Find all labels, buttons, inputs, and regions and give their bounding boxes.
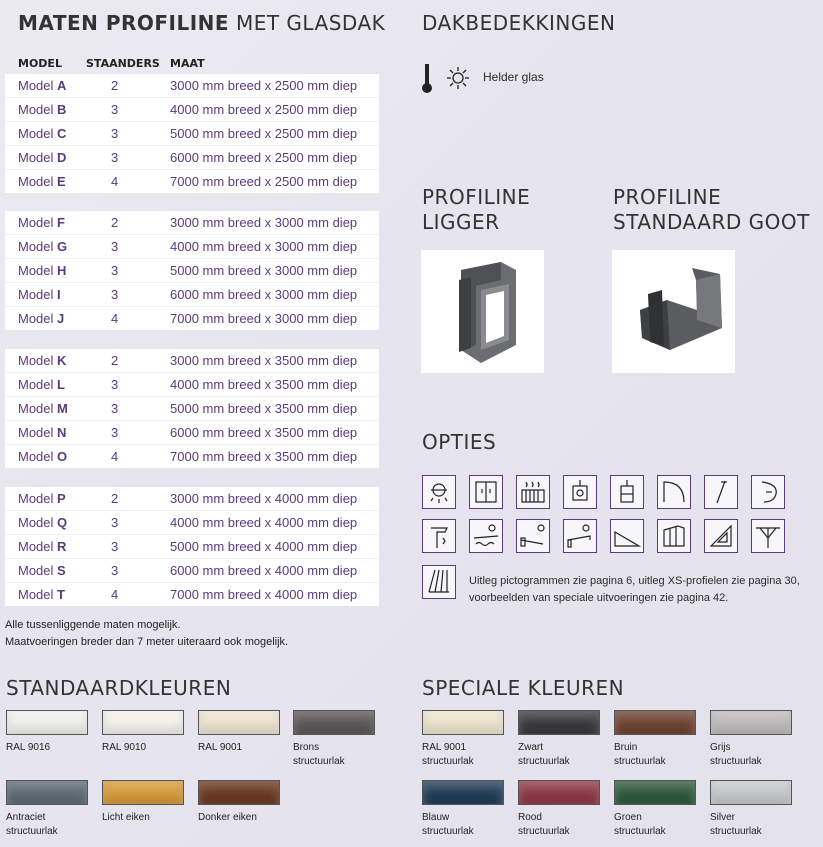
model-letter: L — [57, 377, 65, 392]
model-prefix: Model — [18, 150, 54, 165]
model-letter: K — [57, 353, 67, 368]
color-name: Zwart — [518, 742, 543, 753]
model-cell — [18, 122, 66, 145]
color-name: Bruin — [614, 742, 638, 753]
color-swatch — [422, 710, 504, 735]
table-group — [5, 487, 379, 606]
model-letter: M — [57, 401, 68, 416]
standers-cell: 3 — [111, 126, 119, 141]
maat-cell: 4000 mm breed x 3000 mm diep — [170, 239, 358, 254]
color-label — [293, 741, 345, 769]
model-cell — [18, 583, 65, 606]
model-cell — [18, 170, 66, 193]
table-row — [5, 211, 379, 234]
model-prefix: Model — [18, 449, 54, 464]
ligger-title — [422, 185, 530, 235]
sun-icon — [446, 66, 470, 90]
color-swatch — [6, 710, 88, 735]
standers-cell: 3 — [111, 263, 119, 278]
model-prefix: Model — [18, 287, 54, 302]
col-header-maat: MAAT — [170, 57, 205, 70]
model-prefix: Model — [18, 215, 54, 230]
model-cell — [18, 487, 66, 510]
color-label — [198, 811, 257, 825]
model-letter: J — [57, 311, 65, 326]
awning-water-icon — [469, 519, 503, 553]
model-prefix: Model — [18, 401, 54, 416]
maat-cell: 7000 mm breed x 4000 mm diep — [170, 587, 358, 602]
ligger-title-line1: PROFILINE — [422, 185, 531, 209]
table-row — [5, 234, 379, 258]
maat-cell: 6000 mm breed x 4000 mm diep — [170, 563, 358, 578]
model-letter: G — [57, 239, 68, 254]
side-wall-icon — [657, 519, 691, 553]
color-finish: structuurlak — [614, 826, 666, 837]
color-swatch — [518, 710, 600, 735]
lamp-icon — [422, 475, 456, 509]
model-letter: I — [57, 287, 61, 302]
table-row — [5, 145, 379, 169]
goot-image — [612, 250, 735, 373]
model-cell — [18, 74, 66, 97]
model-letter: R — [57, 539, 67, 554]
maat-cell: 4000 mm breed x 4000 mm diep — [170, 515, 358, 530]
color-label — [422, 741, 474, 769]
model-cell — [18, 421, 66, 444]
standers-cell: 4 — [111, 449, 119, 464]
maat-cell: 3000 mm breed x 3500 mm diep — [170, 353, 358, 368]
model-letter: P — [57, 491, 66, 506]
standers-cell: 3 — [111, 150, 119, 165]
model-cell — [18, 445, 67, 468]
model-prefix: Model — [18, 174, 54, 189]
model-letter: F — [57, 215, 65, 230]
table-row — [5, 306, 379, 330]
model-cell — [18, 146, 66, 169]
model-cell — [18, 98, 66, 121]
sliding-panels-icon — [422, 565, 456, 599]
color-label — [710, 741, 762, 769]
color-name: RAL 9016 — [6, 742, 51, 753]
color-finish: structuurlak — [710, 826, 762, 837]
color-name: Brons — [293, 742, 320, 753]
standers-cell: 3 — [111, 287, 119, 302]
color-label — [422, 811, 474, 839]
model-prefix: Model — [18, 126, 54, 141]
model-prefix: Model — [18, 263, 54, 278]
table-row — [5, 372, 379, 396]
model-letter: A — [57, 78, 67, 93]
color-swatch — [198, 780, 280, 805]
model-letter: E — [57, 174, 66, 189]
color-finish: structuurlak — [6, 826, 58, 837]
table-row — [5, 121, 379, 145]
maat-cell: 5000 mm breed x 4000 mm diep — [170, 539, 358, 554]
color-swatch — [614, 710, 696, 735]
table-row — [5, 258, 379, 282]
maat-cell: 7000 mm breed x 3000 mm diep — [170, 311, 358, 326]
model-prefix: Model — [18, 78, 54, 93]
standers-cell: 3 — [111, 515, 119, 530]
standers-cell: 2 — [111, 215, 119, 230]
model-cell — [18, 211, 65, 234]
color-label — [710, 811, 762, 839]
table-row — [5, 282, 379, 306]
model-letter: Q — [57, 515, 68, 530]
maat-cell: 6000 mm breed x 2500 mm diep — [170, 150, 358, 165]
color-name: RAL 9001 — [198, 742, 243, 753]
maat-cell: 3000 mm breed x 4000 mm diep — [170, 491, 358, 506]
maat-cell: 5000 mm breed x 3000 mm diep — [170, 263, 358, 278]
maat-cell: 3000 mm breed x 3000 mm diep — [170, 215, 358, 230]
model-cell — [18, 283, 61, 306]
goot-title-line2: STANDAARD GOOT — [613, 210, 810, 234]
model-cell — [18, 259, 66, 282]
color-label — [102, 741, 146, 755]
model-prefix: Model — [18, 515, 54, 530]
standaardkleuren-title: STANDAARDKLEUREN — [6, 676, 232, 700]
model-cell — [18, 511, 67, 534]
standers-cell: 3 — [111, 401, 119, 416]
table-group — [5, 74, 379, 193]
color-label — [6, 741, 50, 755]
color-label — [614, 811, 666, 839]
color-name: RAL 9010 — [102, 742, 147, 753]
model-cell — [18, 307, 64, 330]
color-name: RAL 9001 — [422, 742, 467, 753]
color-finish: structuurlak — [293, 756, 345, 767]
color-name: Grijs — [710, 742, 731, 753]
notes — [5, 617, 288, 651]
model-prefix: Model — [18, 353, 54, 368]
table-row — [5, 582, 379, 606]
goot-title — [613, 185, 810, 235]
opties-title: OPTIES — [422, 430, 497, 454]
switch-icon — [610, 475, 644, 509]
color-swatch — [710, 710, 792, 735]
color-label — [518, 811, 570, 839]
table-row — [5, 349, 379, 372]
model-prefix: Model — [18, 563, 54, 578]
title-bold: MATEN PROFILINE — [18, 11, 230, 35]
page-title — [18, 11, 385, 35]
color-swatch — [102, 780, 184, 805]
ligger-image — [421, 250, 544, 373]
model-cell — [18, 235, 67, 258]
model-cell — [18, 397, 68, 420]
maat-cell: 5000 mm breed x 2500 mm diep — [170, 126, 358, 141]
color-name: Antraciet — [6, 812, 46, 823]
dakbedekking-label: Helder glas — [483, 70, 544, 84]
model-cell — [18, 373, 65, 396]
model-prefix: Model — [18, 491, 54, 506]
color-label — [102, 811, 150, 825]
color-label — [198, 741, 242, 755]
color-label — [6, 811, 58, 839]
color-swatch — [293, 710, 375, 735]
standers-cell: 3 — [111, 102, 119, 117]
model-letter: D — [57, 150, 67, 165]
table-group — [5, 211, 379, 330]
table-row — [5, 487, 379, 510]
color-finish: structuurlak — [518, 826, 570, 837]
col-header-standers: STAANDERS — [86, 57, 160, 70]
model-cell — [18, 349, 66, 372]
thermometer-icon — [420, 62, 434, 94]
model-letter: T — [57, 587, 65, 602]
table-row — [5, 169, 379, 193]
model-cell — [18, 535, 66, 558]
opties-note-line: voorbeelden van speciale uitvoeringen zie pagina 42. — [469, 592, 729, 604]
color-name: Donker eiken — [198, 812, 257, 823]
color-swatch — [518, 780, 600, 805]
table-row — [5, 558, 379, 582]
maat-cell: 7000 mm breed x 2500 mm diep — [170, 174, 358, 189]
model-prefix: Model — [18, 539, 54, 554]
color-finish: structuurlak — [422, 826, 474, 837]
table-row — [5, 534, 379, 558]
sun-awning-angled-icon — [563, 519, 597, 553]
standers-cell: 4 — [111, 311, 119, 326]
color-swatch — [614, 780, 696, 805]
heater-icon — [516, 475, 550, 509]
note-line: Alle tussenliggende maten mogelijk. — [5, 619, 181, 631]
sliding-door-icon — [469, 475, 503, 509]
color-finish: structuurlak — [518, 756, 570, 767]
table-row — [5, 97, 379, 121]
note-line: Maatvoeringen breder dan 7 meter uiteraard ook mogelijk. — [5, 636, 289, 648]
color-name: Blauw — [422, 812, 450, 823]
model-prefix: Model — [18, 377, 54, 392]
table-row — [5, 444, 379, 468]
color-name: Licht eiken — [102, 812, 150, 823]
model-letter: O — [57, 449, 68, 464]
table-row — [5, 510, 379, 534]
support-post-icon — [751, 519, 785, 553]
speciale-kleuren-title: SPECIALE KLEUREN — [422, 676, 625, 700]
color-finish: structuurlak — [710, 756, 762, 767]
model-prefix: Model — [18, 587, 54, 602]
table-row — [5, 420, 379, 444]
title-rest: MET GLASDAK — [229, 11, 386, 35]
dakbedekkingen-title: DAKBEDEKKINGEN — [422, 11, 616, 35]
color-swatch — [422, 780, 504, 805]
model-prefix: Model — [18, 239, 54, 254]
color-swatch — [6, 780, 88, 805]
maat-cell: 5000 mm breed x 3500 mm diep — [170, 401, 358, 416]
standers-cell: 3 — [111, 425, 119, 440]
color-name: Groen — [614, 812, 642, 823]
standers-cell: 3 — [111, 377, 119, 392]
maat-cell: 6000 mm breed x 3500 mm diep — [170, 425, 358, 440]
model-prefix: Model — [18, 425, 54, 440]
color-swatch — [198, 710, 280, 735]
table-row — [5, 74, 379, 97]
ligger-title-line2: LIGGER — [422, 210, 500, 234]
standers-cell: 3 — [111, 539, 119, 554]
color-finish: structuurlak — [614, 756, 666, 767]
model-letter: C — [57, 126, 67, 141]
maat-cell: 6000 mm breed x 3000 mm diep — [170, 287, 358, 302]
maat-cell: 7000 mm breed x 3500 mm diep — [170, 449, 358, 464]
maat-cell: 3000 mm breed x 2500 mm diep — [170, 78, 358, 93]
gutter-drain-icon — [422, 519, 456, 553]
color-name: Silver — [710, 812, 736, 823]
triangle-square-icon — [704, 519, 738, 553]
color-name: Rood — [518, 812, 542, 823]
color-finish: structuurlak — [422, 756, 474, 767]
maat-cell: 4000 mm breed x 2500 mm diep — [170, 102, 358, 117]
triangle-wall-icon — [610, 519, 644, 553]
standers-cell: 2 — [111, 353, 119, 368]
standers-cell: 2 — [111, 78, 119, 93]
model-letter: S — [57, 563, 66, 578]
standers-cell: 3 — [111, 239, 119, 254]
model-letter: B — [57, 102, 67, 117]
maat-cell: 4000 mm breed x 3500 mm diep — [170, 377, 358, 392]
color-label — [518, 741, 570, 769]
table-group — [5, 349, 379, 468]
model-prefix: Model — [18, 311, 54, 326]
standers-cell: 3 — [111, 563, 119, 578]
rounded-gutter-icon — [751, 475, 785, 509]
curve-profile-icon — [657, 475, 691, 509]
table-row — [5, 396, 379, 420]
col-header-model: MODEL — [18, 57, 62, 70]
model-cell — [18, 559, 66, 582]
standers-cell: 2 — [111, 491, 119, 506]
model-letter: H — [57, 263, 67, 278]
standers-cell: 4 — [111, 587, 119, 602]
color-label — [614, 741, 666, 769]
color-swatch — [710, 780, 792, 805]
opties-note — [469, 573, 800, 607]
slash-profile-icon — [704, 475, 738, 509]
model-letter: N — [57, 425, 67, 440]
color-swatch — [102, 710, 184, 735]
socket-icon — [563, 475, 597, 509]
standers-cell: 4 — [111, 174, 119, 189]
goot-title-line1: PROFILINE — [613, 185, 722, 209]
opties-note-line: Uitleg pictogrammen zie pagina 6, uitleg XS-profielen zie pagina 30, — [469, 575, 800, 587]
model-prefix: Model — [18, 102, 54, 117]
sun-awning-icon — [516, 519, 550, 553]
